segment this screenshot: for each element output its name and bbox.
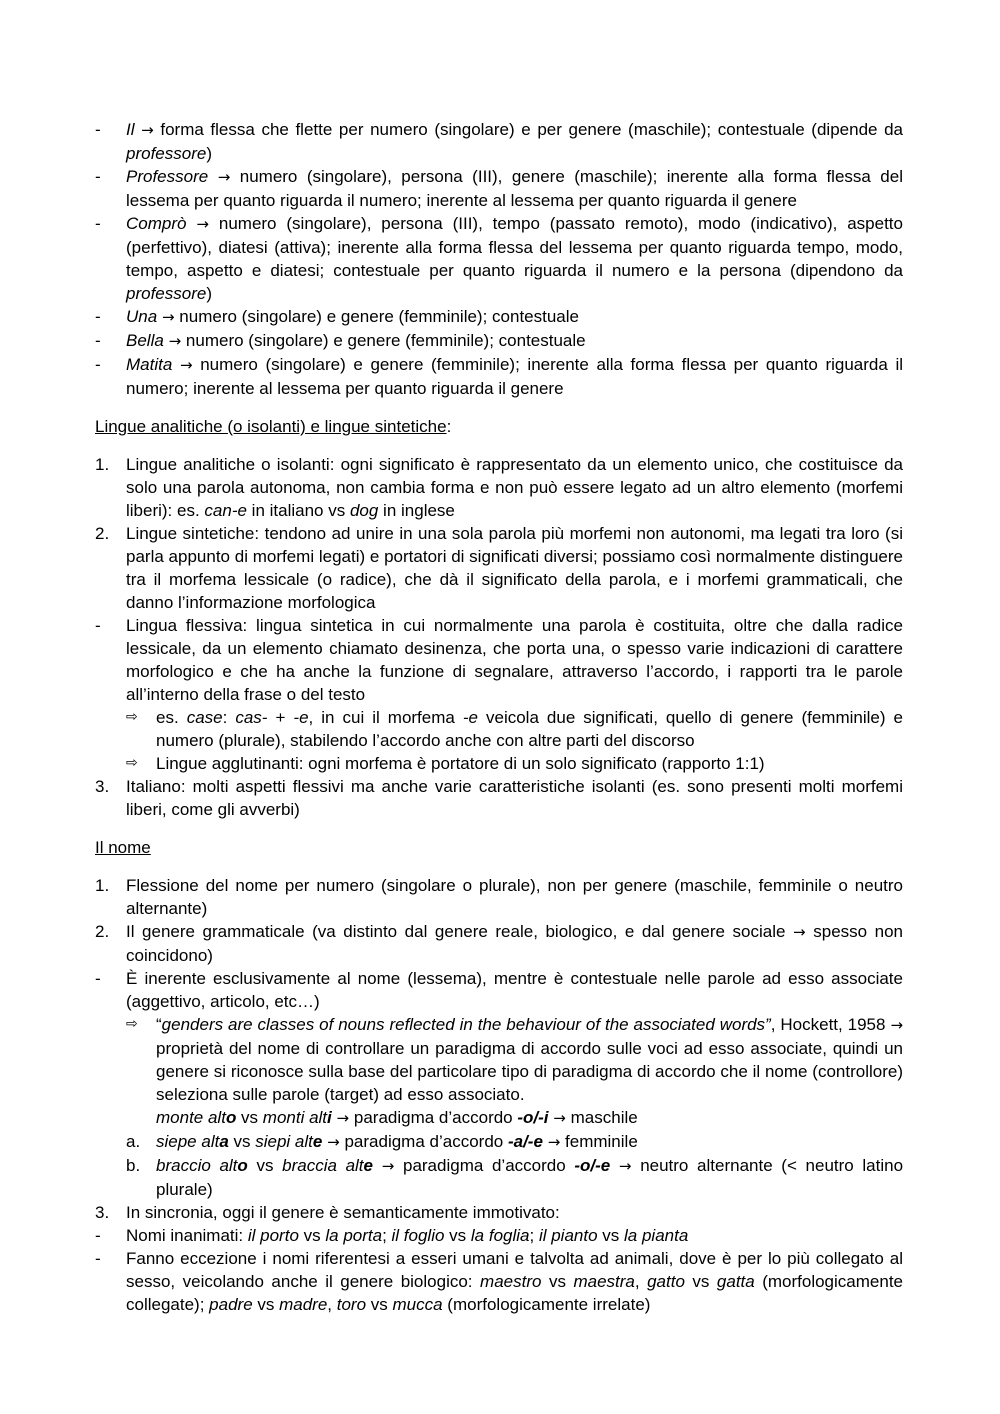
list-item: [95, 1130, 903, 1154]
text-run: Fanno eccezione i nomi riferentesi a esseri umani e talvolta ad animali, dove è per lo più collegato al sesso, veicolando anche il genere biologico:: [126, 1249, 903, 1291]
text-run: forma flessa che flette per numero (singolare) e per genere (maschile); contestuale (dipende da: [160, 120, 903, 139]
list-marker: 3.: [95, 1203, 110, 1222]
text-run: , Hockett, 1958: [770, 1015, 886, 1034]
text-run: spesso non coincidono): [126, 922, 904, 965]
list-marker: -: [95, 969, 101, 988]
list-item: [95, 614, 903, 706]
morphology-feature-list: [95, 118, 903, 400]
list-item: [95, 752, 903, 775]
list-item-text: [126, 969, 903, 1011]
text-run: , in cui il morfema: [308, 708, 463, 727]
list-item: [95, 212, 903, 305]
document-page: [95, 118, 903, 1316]
text-run: vs: [247, 1156, 283, 1175]
noun-gender-list: [95, 874, 903, 1316]
arrow-bullet-icon: ⇨: [126, 709, 138, 725]
list-item-text: [126, 1249, 903, 1314]
list-marker: -: [95, 1249, 101, 1268]
italic-text: mucca: [392, 1295, 443, 1314]
right-arrow-icon: →: [548, 1109, 571, 1127]
italic-text: il pianto: [538, 1226, 598, 1245]
right-arrow-icon: →: [610, 1157, 641, 1175]
text-run: ): [206, 284, 212, 303]
text-run: Lingua flessiva: lingua sintetica in cui normalmente una parola è costituita, oltre che dalla radice lessicale, da un elemento chiamato desinenza, che porta una, o spesso varie indicazioni di carattere morfologico e che ha anche la funzione di segnalare, attraverso l’accordo, i rapporti tra le parole all’interno della frase o del testo: [126, 616, 903, 704]
text-run: (morfologicamente collegate);: [126, 1272, 903, 1314]
text-run: femminile: [565, 1132, 638, 1151]
italic-text: dog: [349, 501, 379, 520]
list-marker: -: [95, 307, 101, 326]
text-run: vs: [444, 1226, 471, 1245]
text-run: Nomi inanimati:: [126, 1226, 248, 1245]
list-item: [95, 706, 903, 752]
text-run: numero (singolare), persona (III), genere (maschile); inerente alla forma flessa del lessema per quanto riguarda il numero; inerente al lessema per quanto riguarda il genere: [126, 167, 903, 210]
italic-text: Una: [126, 307, 158, 326]
text-run: numero (singolare) e genere (femminile); contestuale: [185, 331, 586, 350]
bold-italic-text: -o/-i: [517, 1108, 549, 1127]
text-run: vs: [236, 1108, 263, 1127]
text-run: Lingue agglutinanti: ogni morfema è portatore di un solo significato (rapporto 1:1): [156, 754, 765, 773]
list-item-text: [126, 214, 903, 303]
text-run: vs: [684, 1272, 717, 1291]
italic-text: toro: [336, 1295, 367, 1314]
text-run: vs: [252, 1295, 280, 1314]
bold-italic-text: e: [312, 1132, 323, 1151]
italic-text: braccio alt: [156, 1156, 238, 1175]
list-item-text: [126, 777, 903, 819]
list-marker: -: [95, 167, 101, 186]
list-item: [95, 165, 903, 212]
right-arrow-icon: →: [172, 356, 201, 374]
list-marker: a.: [126, 1132, 141, 1151]
right-arrow-icon: →: [208, 168, 240, 186]
list-item: [95, 353, 903, 400]
right-arrow-icon: →: [885, 1016, 904, 1034]
list-item: [95, 329, 903, 353]
list-item-text: [126, 331, 586, 350]
italic-text: monti alt: [262, 1108, 328, 1127]
list-item: [95, 522, 903, 614]
right-arrow-icon: →: [163, 332, 186, 350]
right-arrow-icon: →: [186, 215, 219, 233]
bold-italic-text: -a/-e: [507, 1132, 543, 1151]
italic-text: padre: [209, 1295, 253, 1314]
text-run: ,: [634, 1272, 648, 1291]
italic-text: madre: [279, 1295, 328, 1314]
italic-text: professore: [126, 284, 207, 303]
italic-text: la foglia: [470, 1226, 530, 1245]
text-run: numero (singolare), persona (III), tempo (passato remoto), modo (indicativo), aspetto (perfettivo), diatesi (attiva); inerente alla forma flessa del lessema per quanto riguarda tempo, modo, tempo, aspetto e diatesi; contestuale per quanto riguarda il numero e la persona (dipendono da: [126, 214, 903, 280]
bold-italic-text: i: [327, 1108, 332, 1127]
list-marker: 2.: [95, 922, 110, 941]
text-run: :: [222, 708, 236, 727]
list-marker: 2.: [95, 524, 110, 543]
text-run: ;: [382, 1226, 392, 1245]
bold-italic-text: o: [237, 1156, 248, 1175]
right-arrow-icon: →: [542, 1133, 566, 1151]
list-item: [95, 1224, 903, 1247]
italic-text: il porto: [247, 1226, 299, 1245]
list-item-text: [156, 1015, 903, 1104]
list-marker: -: [95, 355, 101, 374]
list-item: [95, 1201, 903, 1224]
list-item-text: [126, 307, 579, 326]
italic-text: gatta: [716, 1272, 755, 1291]
list-item: [95, 118, 903, 165]
heading-analytic-synthetic-text: Lingue analitiche (o isolanti) e lingue sintetiche: [95, 417, 447, 436]
italic-text: -e: [462, 708, 478, 727]
list-item-text: [126, 1226, 688, 1245]
list-item-text: [126, 355, 903, 398]
italic-text: braccia alt: [282, 1156, 364, 1175]
text-run: ): [206, 144, 212, 163]
list-item: [95, 1013, 903, 1106]
italic-text: Comprò: [126, 214, 187, 233]
list-marker: -: [95, 214, 101, 233]
text-run: paradigma d’accordo: [402, 1156, 575, 1175]
text-run: in inglese: [378, 501, 455, 520]
list-item-text: [126, 616, 903, 704]
list-item-text: [156, 1108, 638, 1127]
list-item: [95, 874, 903, 920]
list-item-text: [126, 524, 903, 612]
list-marker: 3.: [95, 777, 110, 796]
text-run: Flessione del nome per numero (singolare o plurale), non per genere (maschile, femminile o neutro alternante): [126, 876, 903, 918]
arrow-bullet-icon: ⇨: [126, 755, 138, 771]
italic-text: Matita: [126, 355, 173, 374]
list-marker: 1.: [95, 876, 110, 895]
list-marker: -: [95, 616, 101, 635]
text-run: È inerente esclusivamente al nome (lessema), mentre è contestuale nelle parole ad esso associate (aggettivo, articolo, etc…): [126, 969, 903, 1011]
list-item: [95, 775, 903, 821]
text-run: ;: [529, 1226, 539, 1245]
list-item-text: [126, 922, 903, 965]
list-item-text: [156, 1132, 638, 1151]
text-run: numero (singolare) e genere (femminile); contestuale: [179, 307, 579, 326]
italic-text: monte alt: [156, 1108, 226, 1127]
italic-text: Professore: [126, 167, 209, 186]
italic-text: gatto: [647, 1272, 685, 1291]
text-run: vs: [541, 1272, 574, 1291]
arrow-bullet-icon: ⇨: [126, 1016, 138, 1032]
italic-text: genders are classes of nouns reflected in the behaviour of the associated words”: [161, 1015, 771, 1034]
italic-text: -e: [293, 708, 309, 727]
italic-text: professore: [126, 144, 207, 163]
heading-noun-text: Il nome: [95, 838, 151, 857]
text-run: Il genere grammaticale (va distinto dal genere reale, biologico, e dal genere sociale: [126, 922, 786, 941]
italic-text: maestro: [480, 1272, 542, 1291]
list-item: [95, 967, 903, 1013]
italic-text: la porta: [325, 1226, 383, 1245]
list-item: [95, 305, 903, 329]
right-arrow-icon: →: [157, 308, 180, 326]
text-run: paradigma d’accordo: [344, 1132, 508, 1151]
italic-text: cas-: [235, 708, 268, 727]
language-types-list: [95, 453, 903, 821]
text-run: maschile: [570, 1108, 638, 1127]
text-run: +: [267, 708, 294, 727]
text-run: (morfologicamente irrelate): [442, 1295, 651, 1314]
bold-italic-text: e: [363, 1156, 374, 1175]
bold-italic-text: a: [219, 1132, 229, 1151]
list-item-text: [126, 1203, 560, 1222]
text-run: in italiano vs: [246, 501, 350, 520]
text-run: proprietà del nome di controllare un paradigma di accordo sulle voci ad esso associate, quindi un genere si riconosce sulla base del particolare tipo di paradigma di accordo che il nome (controllore) seleziona sulle parole (target) ad esso associato.: [156, 1039, 903, 1104]
section-heading-noun: [95, 836, 903, 859]
list-item-text: [156, 754, 765, 773]
list-item-text: [156, 708, 903, 750]
list-item: [95, 453, 903, 522]
text-run: veicola due significati, quello di genere (femminile) e numero (plurale), stabilendo l’accordo anche con altre parti del discorso: [156, 708, 903, 750]
right-arrow-icon: →: [785, 923, 814, 941]
bold-italic-text: o: [225, 1108, 237, 1127]
right-arrow-icon: →: [331, 1109, 354, 1127]
text-run: vs: [298, 1226, 326, 1245]
list-item-text: [126, 455, 903, 520]
bold-italic-text: -o/-e: [574, 1156, 611, 1175]
list-item: [95, 1247, 903, 1316]
italic-text: il foglio: [391, 1226, 445, 1245]
list-item-text: [156, 1156, 903, 1199]
text-run: es.: [156, 708, 187, 727]
list-item-text: [126, 167, 903, 210]
italic-text: can-e: [204, 501, 247, 520]
text-run: Lingue analitiche o isolanti: ogni significato è rappresentato da un elemento unico, che costituisce da solo una parola autonoma, non cambia forma e non può essere legato ad un altro elemento (morfemi liberi): es.: [126, 455, 903, 520]
list-marker: -: [95, 1226, 101, 1245]
list-item: [95, 920, 903, 967]
italic-text: siepi alt: [255, 1132, 313, 1151]
italic-text: siepe alt: [156, 1132, 220, 1151]
italic-text: maestra: [573, 1272, 635, 1291]
right-arrow-icon: →: [134, 121, 161, 139]
list-item-text: [126, 876, 903, 918]
text-run: vs: [597, 1226, 625, 1245]
text-run: Italiano: molti aspetti flessivi ma anche varie caratteristiche isolanti (es. sono presenti molti morfemi liberi, come gli avverbi): [126, 777, 903, 819]
text-run: vs: [228, 1132, 256, 1151]
text-run: In sincronia, oggi il genere è semanticamente immotivato:: [126, 1203, 560, 1222]
list-marker: 1.: [95, 455, 110, 474]
text-run: Lingue sintetiche: tendono ad unire in una sola parola più morfemi non autonomi, ma legati tra loro (si parla appunto di morfemi legati) e portatori di significati diversi; possiamo così normalmente distinguere tra il morfema lessicale (o radice), che dà il significato della parola, e i morfemi grammaticali, che danno l’informazione morfologica: [126, 524, 903, 612]
text-run: vs: [366, 1295, 393, 1314]
heading-colon: :: [446, 417, 452, 436]
text-run: numero (singolare) e genere (femminile); inerente alla forma flessa per quanto riguarda il numero; inerente al lessema per quanto riguarda il genere: [126, 355, 903, 398]
italic-text: case: [186, 708, 223, 727]
list-item-text: [126, 120, 903, 163]
italic-text: la pianta: [624, 1226, 689, 1245]
section-heading-analytic-synthetic: [95, 415, 903, 438]
list-marker: -: [95, 120, 101, 139]
text-run: neutro alternante (< neutro latino plurale): [156, 1156, 904, 1199]
text-run: paradigma d’accordo: [353, 1108, 518, 1127]
italic-text: Il: [126, 120, 135, 139]
list-item: [95, 1154, 903, 1201]
text-run: “: [156, 1015, 162, 1034]
text-run: ,: [327, 1295, 337, 1314]
list-marker: b.: [126, 1156, 141, 1175]
right-arrow-icon: →: [322, 1133, 345, 1151]
list-item: [95, 1106, 903, 1130]
right-arrow-icon: →: [373, 1157, 403, 1175]
italic-text: Bella: [126, 331, 164, 350]
list-marker: -: [95, 331, 101, 350]
